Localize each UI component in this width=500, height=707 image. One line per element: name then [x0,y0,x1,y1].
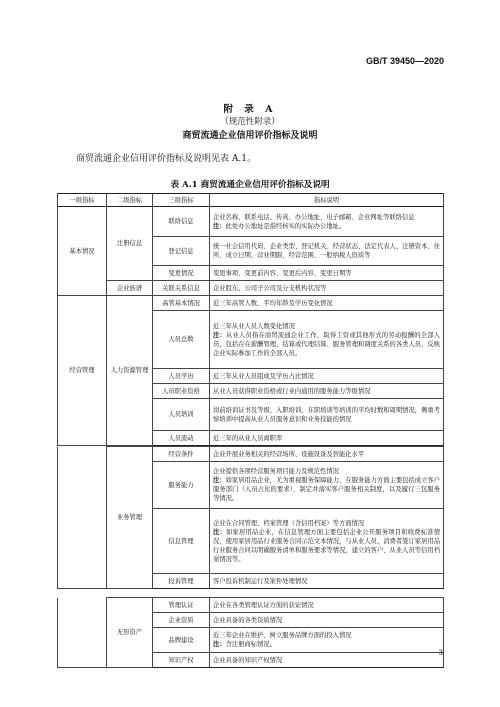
note-text: 此处办公地址是指经核实的实际办公地址。 [225,222,346,230]
description-cell: 从业人员获得职业资格或行业内通用的服务能力等级情况 [210,384,444,399]
description-text: 近三年企业在维护、树立服务品牌方面的投入情况 [213,632,352,639]
level1-operation-cont2 [58,598,107,668]
appendix-title: 附 录 A [223,104,277,115]
standard-code: GB/T 39450—2020 [365,56,444,66]
description-text: 近三年从业人员人数变化情况 [213,322,295,330]
header-description: 指标说明 [210,194,444,207]
description-text: 企业提供各项经营服务项目能力及规范性情况 [213,468,339,475]
indicator-table-intangible [57,597,444,668]
description-cell [210,311,444,369]
appendix-type: （规范性附录） [220,117,280,127]
note-label: 注： [213,222,226,230]
level3-cell: 登记信息 [153,237,210,266]
description-cell [210,207,444,237]
table-title: 表 A.1 商贸流通企业信用评价指标及说明 [170,180,330,190]
level3-cell: 品牌建设 [153,628,210,653]
level3-cell: 关联关系信息 [153,281,210,296]
level3-cell: 人员学历 [153,369,210,384]
level2-related: 企业族谱 [107,281,153,296]
level3-cell: 人员总数 [153,311,210,369]
note-text: 如家居用品企业，尤为重视服务保障能力，在服务能力方面主要包括成立客户服务部门（人员占比的要求），制定并落实客户服务相关制度，以及履行三包服务等情况。 [213,477,441,502]
level3-cell: 变更情况 [153,266,210,281]
note-text: 如家居用品企业，在信息管理方面主要包括企业公开服务项目和收费标准情况，使用家居用品行业服务合同示范文本情况，与从业人员、消费者签订家居用品行业服务合同以明确服务清单和服务要求等情况，建立的客户、从业人员等信用档案情况等。 [213,528,441,563]
note-label: 注： [213,331,226,339]
description-cell [210,628,444,653]
indicator-table [57,193,444,446]
table-row [58,447,444,462]
description-cell [210,509,444,574]
note-text: 从业人员指在商贸流通企业工作，取得工资或其他形式的劳动报酬的全部人员，包括在在薪酬管理、结算或代理结算、服务管理和调度关系的各类人员，反映企业实际参加工作的全部人员。 [213,331,441,357]
table-row [58,281,444,296]
description-cell: 企业具备的知识产权情况 [210,653,444,668]
level3-cell: 人员流动 [153,431,210,446]
appendix-subject: 商贸流通企业信用评价指标及说明 [182,131,318,141]
level3-cell: 管理认证 [153,598,210,613]
level3-cell: 人员培训 [153,399,210,431]
level2-biz: 业务管理 [107,447,153,589]
note-label: 注： [213,528,226,536]
level3-cell: 服务能力 [153,462,210,509]
description-cell: 企业具备的各类资质情况 [210,613,444,628]
level3-cell: 经营条件 [153,447,210,462]
level2-reg: 注册信息 [107,207,153,281]
header-level1: 一级指标 [58,194,107,207]
level1-operation-cont [58,447,107,589]
page-number: 3 [438,649,443,657]
description-cell: 统一社会信用代码、企业类型、登记机关、经营状态、法定代表人、注册资本、住所、成立日期、营业期限、经营范围、一般纳税人资质等 [210,237,444,266]
header-level2: 二级指标 [107,194,153,207]
level3-cell: 人员职业资格 [153,384,210,399]
level3-cell: 高管基本情况 [153,296,210,311]
description-cell: 岗前培训证书及等级、入职培训、在职培训等培训的平均时数和周期情况，侧重考察培训中提高从业人员服务意识和业务技能的情况 [210,399,444,431]
level1-operation: 经营管理 [58,296,107,446]
indicator-table-continued [57,446,444,589]
level3-cell: 企业资质 [153,613,210,628]
table-header-row [58,194,444,207]
description-cell: 企业开展业务相关的经营场所、设施设备及智能化水平 [210,447,444,462]
table-row [58,296,444,311]
header-level3: 三级指标 [153,194,210,207]
intro-paragraph: 商贸流通企业信用评价指标及说明见表 A.1。 [76,154,256,164]
description-cell: 近三年从业人员组成及学历占比情况 [210,369,444,384]
level3-cell: 信息管理 [153,509,210,574]
description-cell: 近三年高管人数、平均年龄及学历变化情况 [210,296,444,311]
level3-cell: 投诉管理 [153,574,210,589]
level3-cell: 联络信息 [153,207,210,237]
level2-hr: 人力资源管理 [107,296,153,446]
description-cell: 企业在各类管理认证方面的获证情况 [210,598,444,613]
description-text: 企业名称、联系电话、传真、办公地址、电子邮箱、企业网址等联络信息 [213,213,415,221]
description-cell: 近三年的从业人员离职率 [210,431,444,446]
note-text: 含注册商标情况。 [225,641,276,648]
description-cell: 客户投诉机制运行及案件处理情况 [210,574,444,589]
description-cell [210,462,444,509]
level1-basic: 基本情况 [58,207,107,296]
description-cell: 变更事项、变更前内容、变更后内容、变更日期等 [210,266,444,281]
table-row [58,598,444,613]
description-text: 企业在合同管理、档案管理（含信用档案）等方面情况 [213,519,365,527]
level3-cell: 知识产权 [153,653,210,668]
table-row [58,207,444,237]
appendix-heading [0,103,500,143]
description-cell: 企业股东、公司子公司及分支机构状况等 [210,281,444,296]
note-label: 注： [213,641,226,648]
note-label: 注： [213,477,226,484]
level2-intangible: 无形资产 [107,598,153,668]
